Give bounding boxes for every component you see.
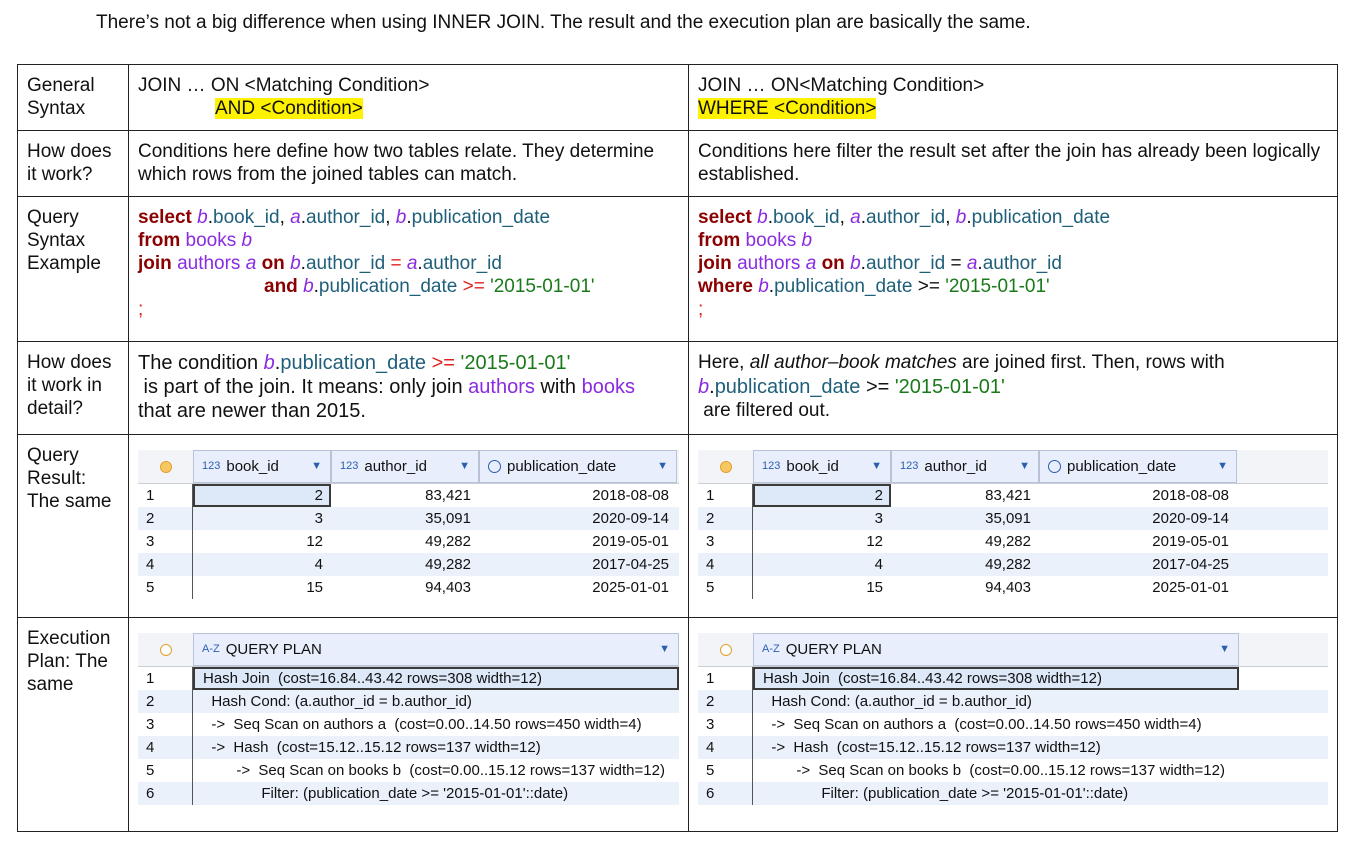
column-header-publication_date[interactable] <box>1039 450 1237 483</box>
kw-select: select <box>138 207 192 228</box>
column-name: author_id <box>924 458 987 475</box>
cell-query-plan[interactable]: Hash Join (cost=16.84..43.42 rows=308 width=12) <box>753 667 1239 690</box>
table-row[interactable] <box>698 667 1328 690</box>
and-syntax-line1: JOIN … ON <Matching Condition> <box>138 75 430 96</box>
row-number: 3 <box>698 713 753 736</box>
row-number: 1 <box>138 667 193 690</box>
row-number: 4 <box>138 553 193 576</box>
cell-book_id[interactable]: 4 <box>874 556 883 573</box>
cell-date[interactable]: 2019-05-01 <box>592 533 669 550</box>
grid-header <box>138 633 679 667</box>
cell-date[interactable]: 2020-09-14 <box>1152 510 1229 527</box>
table-row[interactable] <box>698 759 1328 782</box>
cell-book_id[interactable]: 15 <box>866 579 883 596</box>
column-name: publication_date <box>1067 458 1177 475</box>
sort-dropdown-icon[interactable]: ▼ <box>1217 460 1228 472</box>
cell-book_id[interactable]: 3 <box>874 510 883 527</box>
where-detail: Here, all author–book matches are joined first. Then, rows with b.publication_date >= '2015-01-01' are filtered out. <box>689 342 1338 435</box>
cell-author_id[interactable]: 83,421 <box>425 487 471 504</box>
row-number: 6 <box>698 782 753 805</box>
row-number: 2 <box>138 507 193 530</box>
and-explanation: Conditions here define how two tables relate. They determine which rows from the joined tables can match. <box>129 131 689 197</box>
table-row[interactable] <box>698 736 1328 759</box>
select-all-icon <box>160 644 172 656</box>
cell-date[interactable]: 2018-08-08 <box>1152 487 1229 504</box>
where-result-grid[interactable] <box>698 450 1328 599</box>
cell-query-plan[interactable]: -> Hash (cost=15.12..15.12 rows=137 width=12) <box>203 739 541 756</box>
sort-dropdown-icon[interactable]: ▼ <box>659 643 670 655</box>
cell-author_id[interactable]: 35,091 <box>985 510 1031 527</box>
row-number: 3 <box>698 530 753 553</box>
column-header-author_id[interactable] <box>891 450 1039 483</box>
and-result-cell <box>129 435 689 618</box>
where-plan-cell <box>689 618 1338 832</box>
cell-date[interactable]: 2025-01-01 <box>1152 579 1229 596</box>
row-number: 5 <box>138 759 193 782</box>
label-query-result: Query Result: The same <box>18 435 129 618</box>
row-number: 4 <box>698 736 753 759</box>
where-result-cell <box>689 435 1338 618</box>
cell-author_id[interactable]: 49,282 <box>985 556 1031 573</box>
table-row[interactable] <box>698 690 1328 713</box>
cell-query-plan[interactable]: Hash Cond: (a.author_id = b.author_id) <box>203 693 472 710</box>
column-header-book_id[interactable] <box>753 450 891 483</box>
kw-where: where <box>698 276 753 297</box>
cell-and-syntax <box>129 65 689 131</box>
row-number: 1 <box>138 484 193 507</box>
cell-query-plan[interactable]: Hash Cond: (a.author_id = b.author_id) <box>763 693 1032 710</box>
cell-query-plan[interactable]: Filter: (publication_date >= '2015-01-01'::date) <box>203 785 569 802</box>
row-query-result <box>18 435 1338 618</box>
row-selector-corner[interactable] <box>138 633 193 666</box>
sort-dropdown-icon[interactable]: ▼ <box>871 460 882 472</box>
cell-query-plan[interactable]: -> Seq Scan on authors a (cost=0.00..14.50 rows=450 width=4) <box>203 716 642 733</box>
label-general-syntax: General Syntax <box>18 65 129 131</box>
label-execution-plan: Execution Plan: The same <box>18 618 129 832</box>
label-how-it-works: How does it work? <box>18 131 129 197</box>
text-type-icon: A-Z <box>202 643 220 655</box>
column-name: QUERY PLAN <box>785 641 882 658</box>
cell-date[interactable]: 2020-09-14 <box>592 510 669 527</box>
row-selector-corner[interactable] <box>698 450 753 483</box>
and-detail: The condition b.publication_date >= '2015-01-01' is part of the join. It means: only join authors with books that are newer than 2015. <box>129 342 689 435</box>
cell-query-plan[interactable]: Hash Join (cost=16.84..43.42 rows=308 width=12) <box>193 667 679 690</box>
row-number: 4 <box>698 553 753 576</box>
cell-author_id[interactable]: 83,421 <box>985 487 1031 504</box>
table-row[interactable] <box>698 713 1328 736</box>
row-selector-corner[interactable] <box>138 450 193 483</box>
select-all-icon <box>720 644 732 656</box>
cell-date[interactable]: 2019-05-01 <box>1152 533 1229 550</box>
table-row[interactable] <box>138 667 679 690</box>
grid-body <box>698 484 1328 599</box>
table-row[interactable] <box>138 782 679 805</box>
table-row[interactable] <box>138 507 679 530</box>
table-row[interactable] <box>698 553 1328 576</box>
grid-header <box>138 450 679 484</box>
sort-dropdown-icon[interactable]: ▼ <box>459 460 470 472</box>
cell-date[interactable]: 2018-08-08 <box>592 487 669 504</box>
cell-author_id[interactable]: 94,403 <box>425 579 471 596</box>
column-header-query-plan[interactable] <box>753 633 1239 666</box>
row-general-syntax <box>18 65 1338 131</box>
row-number: 3 <box>138 713 193 736</box>
where-explanation: Conditions here filter the result set after the join has already been logically established. <box>689 131 1338 197</box>
numeric-type-icon: 123 <box>762 460 781 472</box>
cell-book_id[interactable]: 2 <box>753 484 891 507</box>
cell-book_id[interactable]: 2 <box>193 484 331 507</box>
sort-dropdown-icon[interactable]: ▼ <box>657 460 668 472</box>
cell-query-plan[interactable]: -> Seq Scan on authors a (cost=0.00..14.50 rows=450 width=4) <box>763 716 1202 733</box>
table-row[interactable] <box>138 690 679 713</box>
row-number: 3 <box>138 530 193 553</box>
column-name: book_id <box>226 458 279 475</box>
table-row[interactable] <box>698 484 1328 507</box>
table-row[interactable] <box>698 782 1328 805</box>
row-how-it-works <box>18 131 1338 197</box>
column-header-query-plan[interactable] <box>193 633 679 666</box>
row-execution-plan <box>18 618 1338 832</box>
cell-query-plan[interactable]: -> Seq Scan on books b (cost=0.00..15.12 rows=137 width=12) <box>763 762 1225 779</box>
and-query-code: select b.book_id, a.author_id, b.publication_date from books b join authors a on b.author_id = a.author_id and b.publication_date >= '2015-01-01' ; <box>129 197 689 342</box>
cell-book_id[interactable]: 3 <box>314 510 323 527</box>
where-plan-grid[interactable] <box>698 633 1328 805</box>
kw-and: and <box>264 276 298 297</box>
row-number: 6 <box>138 782 193 805</box>
column-header-book_id[interactable] <box>193 450 331 483</box>
cell-book_id[interactable]: 4 <box>314 556 323 573</box>
column-name: publication_date <box>507 458 617 475</box>
table-row[interactable] <box>698 530 1328 553</box>
column-name: QUERY PLAN <box>225 641 322 658</box>
grid-header <box>698 450 1328 484</box>
text-type-icon: A-Z <box>762 643 780 655</box>
grid-body <box>138 484 679 599</box>
column-name: book_id <box>786 458 839 475</box>
cell-author_id[interactable]: 49,282 <box>425 556 471 573</box>
sort-dropdown-icon[interactable]: ▼ <box>1219 643 1230 655</box>
cell-where-syntax <box>689 65 1338 131</box>
select-all-icon <box>720 461 732 473</box>
column-header-publication_date[interactable] <box>479 450 677 483</box>
row-number: 5 <box>138 576 193 599</box>
and-syntax-highlight: AND <Condition> <box>215 98 363 119</box>
row-detail <box>18 342 1338 435</box>
row-number: 1 <box>698 667 753 690</box>
cell-author_id[interactable]: 94,403 <box>985 579 1031 596</box>
numeric-type-icon: 123 <box>340 460 359 472</box>
numeric-type-icon: 123 <box>900 460 919 472</box>
table-row[interactable] <box>138 576 679 599</box>
table-row[interactable] <box>138 736 679 759</box>
cell-query-plan[interactable]: -> Hash (cost=15.12..15.12 rows=137 width=12) <box>763 739 1101 756</box>
numeric-type-icon: 123 <box>202 460 221 472</box>
column-header-author_id[interactable] <box>331 450 479 483</box>
table-row[interactable] <box>698 576 1328 599</box>
cell-author_id[interactable]: 49,282 <box>425 533 471 550</box>
table-row[interactable] <box>138 553 679 576</box>
grid-header <box>698 633 1328 667</box>
where-syntax-line1: JOIN … ON<Matching Condition> <box>698 75 985 96</box>
and-plan-grid[interactable] <box>138 633 679 805</box>
table-row[interactable] <box>138 484 679 507</box>
cell-book_id[interactable]: 15 <box>306 579 323 596</box>
row-number: 2 <box>698 507 753 530</box>
sort-dropdown-icon[interactable]: ▼ <box>1019 460 1030 472</box>
select-all-icon <box>160 461 172 473</box>
and-result-grid[interactable] <box>138 450 679 599</box>
where-syntax-highlight: WHERE <Condition> <box>698 98 877 119</box>
cell-date[interactable]: 2017-04-25 <box>592 556 669 573</box>
cell-query-plan[interactable]: -> Seq Scan on books b (cost=0.00..15.12 rows=137 width=12) <box>203 762 665 779</box>
row-number: 2 <box>698 690 753 713</box>
row-number: 4 <box>138 736 193 759</box>
cell-book_id[interactable]: 12 <box>306 533 323 550</box>
column-name: author_id <box>364 458 427 475</box>
label-detail: How does it work in detail? <box>18 342 129 435</box>
cell-book_id[interactable]: 12 <box>866 533 883 550</box>
table-row[interactable] <box>698 507 1328 530</box>
kw-join: join <box>138 253 172 274</box>
cell-query-plan[interactable]: Filter: (publication_date >= '2015-01-01'::date) <box>763 785 1129 802</box>
date-type-icon <box>488 460 501 473</box>
cell-author_id[interactable]: 49,282 <box>985 533 1031 550</box>
row-selector-corner[interactable] <box>698 633 753 666</box>
intro-text: There’s not a big difference when using INNER JOIN. The result and the execution plan are basically the same. <box>96 12 1031 33</box>
row-number: 5 <box>698 759 753 782</box>
row-number: 2 <box>138 690 193 713</box>
table-row[interactable] <box>138 759 679 782</box>
comparison-table <box>17 64 1338 832</box>
row-query-example <box>18 197 1338 342</box>
cell-date[interactable]: 2017-04-25 <box>1152 556 1229 573</box>
kw-from: from <box>138 230 181 251</box>
row-number: 5 <box>698 576 753 599</box>
sort-dropdown-icon[interactable]: ▼ <box>311 460 322 472</box>
cell-date[interactable]: 2025-01-01 <box>592 579 669 596</box>
grid-body <box>138 667 679 805</box>
cell-author_id[interactable]: 35,091 <box>425 510 471 527</box>
table-row[interactable] <box>138 530 679 553</box>
row-number: 1 <box>698 484 753 507</box>
grid-body <box>698 667 1328 805</box>
label-query-example: Query Syntax Example <box>18 197 129 342</box>
and-plan-cell <box>129 618 689 832</box>
table-row[interactable] <box>138 713 679 736</box>
date-type-icon <box>1048 460 1061 473</box>
where-query-code: select b.book_id, a.author_id, b.publication_date from books b join authors a on b.author_id = a.author_id where b.publication_date >= '2015-01-01' ; <box>689 197 1338 342</box>
